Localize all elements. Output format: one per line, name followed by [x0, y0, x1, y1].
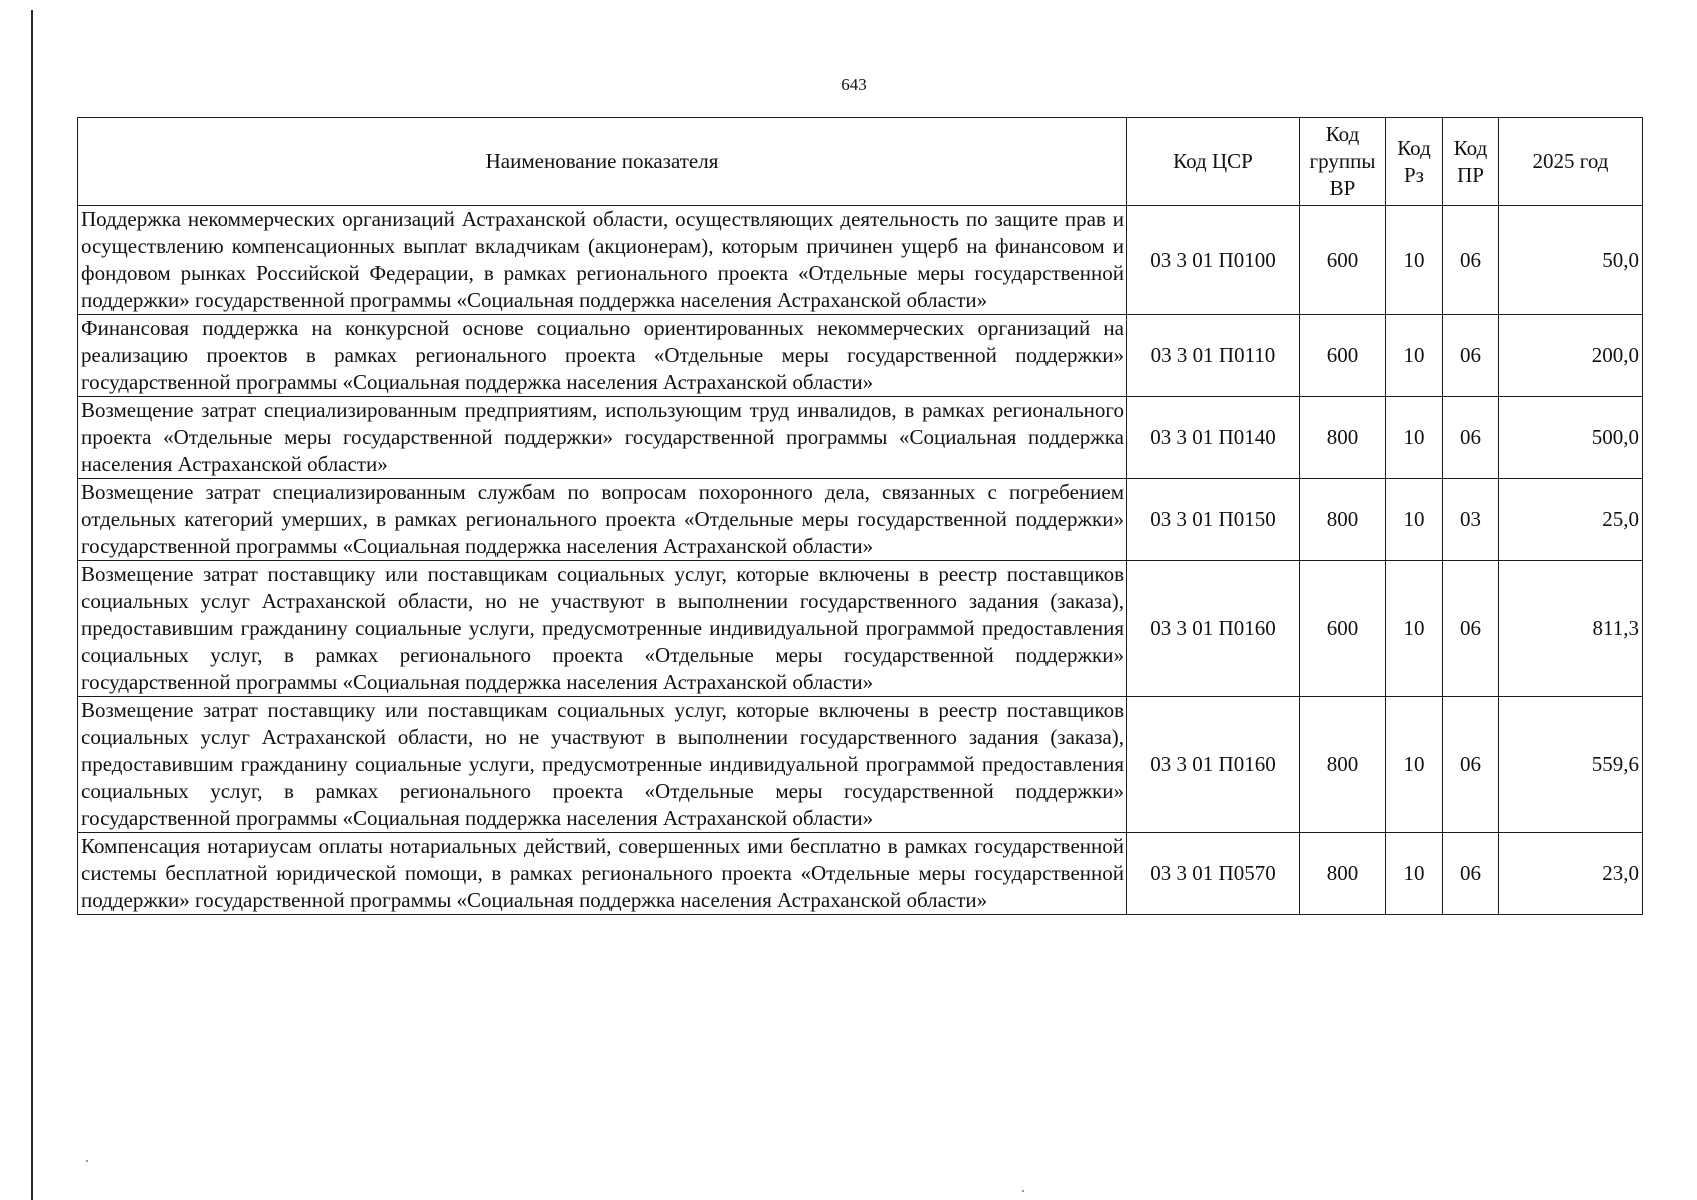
budget-table: [77, 117, 1643, 915]
table-row: [78, 833, 1643, 915]
row-pr-code: 06: [1443, 561, 1499, 697]
row-csr-code: 03 3 01 П0110: [1127, 315, 1300, 397]
row-rz-code: 10: [1386, 697, 1443, 833]
row-name: Возмещение затрат поставщику или поставщикам социальных услуг, которые включены в реестр поставщиков социальных услуг Астраханской области, но не участвуют в выполнении государственного задания (заказа), предоставившим гражданину социальные услуги, предусмотренные индивидуальной программой предоставления социальных услуг, в рамках регионального проекта «Отдельные меры государственной поддержки» государственной программы «Социальная поддержка населения Астраханской области»: [78, 697, 1127, 833]
row-amount: 500,0: [1499, 397, 1643, 479]
row-vr-code: 800: [1300, 833, 1386, 915]
row-rz-code: 10: [1386, 206, 1443, 315]
row-vr-code: 600: [1300, 206, 1386, 315]
row-name: Возмещение затрат специализированным предприятиям, использующим труд инвалидов, в рамках регионального проекта «Отдельные меры государственной поддержки» государственной программы «Социальная поддержка населения Астраханской области»: [78, 397, 1127, 479]
scan-speck: [1022, 1190, 1024, 1192]
table-row: [78, 315, 1643, 397]
row-amount: 50,0: [1499, 206, 1643, 315]
binding-edge-line: [31, 10, 33, 1200]
row-rz-code: 10: [1386, 833, 1443, 915]
row-csr-code: 03 3 01 П0100: [1127, 206, 1300, 315]
row-pr-code: 06: [1443, 315, 1499, 397]
header-pr-code: Код ПР: [1443, 118, 1499, 206]
row-vr-code: 800: [1300, 397, 1386, 479]
row-amount: 200,0: [1499, 315, 1643, 397]
row-amount: 25,0: [1499, 479, 1643, 561]
row-name: Компенсация нотариусам оплаты нотариальных действий, совершенных ими бесплатно в рамках государственной системы бесплатной юридической помощи, в рамках регионального проекта «Отдельные меры государственной поддержки» государственной программы «Социальная поддержка населения Астраханской области»: [78, 833, 1127, 915]
row-vr-code: 800: [1300, 697, 1386, 833]
row-pr-code: 06: [1443, 206, 1499, 315]
row-pr-code: 06: [1443, 397, 1499, 479]
table-row: [78, 206, 1643, 315]
row-pr-code: 06: [1443, 697, 1499, 833]
header-vr-code: Код группы ВР: [1300, 118, 1386, 206]
header-csr-code: Код ЦСР: [1127, 118, 1300, 206]
scan-speck: [86, 1160, 88, 1162]
row-rz-code: 10: [1386, 315, 1443, 397]
row-rz-code: 10: [1386, 479, 1443, 561]
header-name: Наименование показателя: [78, 118, 1127, 206]
table-header-row: [78, 118, 1643, 206]
row-rz-code: 10: [1386, 397, 1443, 479]
row-amount: 811,3: [1499, 561, 1643, 697]
table-row: [78, 397, 1643, 479]
row-name: Поддержка некоммерческих организаций Астраханской области, осуществляющих деятельность по защите прав и осуществлению компенсационных выплат вкладчикам (акционерам), которым причинен ущерб на финансовом и фондовом рынках Российской Федерации, в рамках регионального проекта «Отдельные меры государственной поддержки» государственной программы «Социальная поддержка населения Астраханской области»: [78, 206, 1127, 315]
row-csr-code: 03 3 01 П0150: [1127, 479, 1300, 561]
row-name: Возмещение затрат поставщику или поставщикам социальных услуг, которые включены в реестр поставщиков социальных услуг Астраханской области, но не участвуют в выполнении государственного задания (заказа), предоставившим гражданину социальные услуги, предусмотренные индивидуальной программой предоставления социальных услуг, в рамках регионального проекта «Отдельные меры государственной поддержки» государственной программы «Социальная поддержка населения Астраханской области»: [78, 561, 1127, 697]
row-csr-code: 03 3 01 П0570: [1127, 833, 1300, 915]
row-pr-code: 06: [1443, 833, 1499, 915]
row-vr-code: 600: [1300, 315, 1386, 397]
row-amount: 559,6: [1499, 697, 1643, 833]
table-row: [78, 561, 1643, 697]
row-amount: 23,0: [1499, 833, 1643, 915]
row-name: Возмещение затрат специализированным службам по вопросам похоронного дела, связанных с погребением отдельных категорий умерших, в рамках регионального проекта «Отдельные меры государственной поддержки» государственной программы «Социальная поддержка населения Астраханской области»: [78, 479, 1127, 561]
row-vr-code: 800: [1300, 479, 1386, 561]
header-year-2025: 2025 год: [1499, 118, 1643, 206]
row-name: Финансовая поддержка на конкурсной основе социально ориентированных некоммерческих организаций на реализацию проектов в рамках регионального проекта «Отдельные меры государственной поддержки» государственной программы «Социальная поддержка населения Астраханской области»: [78, 315, 1127, 397]
header-rz-code: Код Рз: [1386, 118, 1443, 206]
page-number: 643: [841, 75, 867, 94]
row-rz-code: 10: [1386, 561, 1443, 697]
row-csr-code: 03 3 01 П0160: [1127, 697, 1300, 833]
row-vr-code: 600: [1300, 561, 1386, 697]
table-row: [78, 697, 1643, 833]
row-pr-code: 03: [1443, 479, 1499, 561]
table-row: [78, 479, 1643, 561]
row-csr-code: 03 3 01 П0160: [1127, 561, 1300, 697]
row-csr-code: 03 3 01 П0140: [1127, 397, 1300, 479]
